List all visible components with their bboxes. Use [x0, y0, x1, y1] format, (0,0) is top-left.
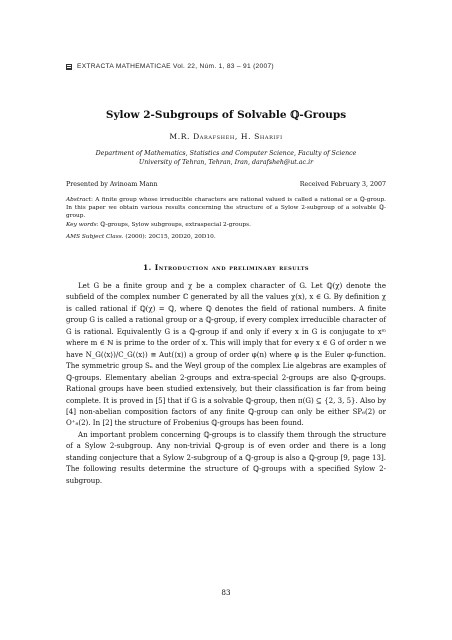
- section-heading: [0, 263, 452, 272]
- ams-text: (2000): 20C15, 20D20, 20D10.: [123, 234, 216, 240]
- ams-label: AMS Subject Class.: [66, 234, 124, 240]
- abstract-text: : A finite group whose irreducible characters are rational valued is called a rational or a ℚ-group. In this paper we obtain various results concerning the structure of a Sylow 2-subgroup of a solvable ℚ-group.: [66, 197, 386, 220]
- journal-logo-icon: [66, 64, 72, 70]
- page-number: 83: [221, 588, 231, 597]
- abstract-label: Abstract: [66, 197, 92, 203]
- keywords-label: Key words: [66, 222, 97, 228]
- paragraph-2: An important problem concerning ℚ-groups is to classify them through the structure of a Sylow 2-subgroup. Any non-trivial ℚ-group is of even order and there is a long standing conjecture that a Sylow 2-subgroup of a ℚ-group is also a ℚ-group [9, page 13]. The following results determine the structure of ℚ-groups with a specified Sylow 2-subgroup.: [66, 429, 386, 485]
- keywords-text: : ℚ-groups, Sylow subgroups, extraspecial 2-groups.: [96, 222, 251, 228]
- paper-title: Sylow 2-Subgroups of Solvable ℚ-Groups: [105, 109, 347, 121]
- abstract: [66, 196, 386, 221]
- section-number: 1.: [142, 263, 152, 272]
- section-title: Introduction and preliminary results: [154, 263, 310, 272]
- affiliation-line-1: Department of Mathematics, Statistics and Computer Science, Faculty of Science: [95, 150, 357, 157]
- keywords: [66, 221, 386, 229]
- journal-citation: EXTRACTA MATHEMATICAE Vol. 22, Núm. 1, 83 – 91 (2007): [77, 63, 274, 70]
- journal-header: [66, 63, 396, 70]
- author-affiliation: [70, 150, 382, 167]
- presented-by: Presented by Avinoam Mann: [66, 181, 158, 188]
- paper-authors: M.R. Darafsheh, H. Sharifi: [169, 132, 283, 141]
- paragraph-1: Let G be a finite group and χ be a complex character of G. Let ℚ(χ) denote the subfield of the complex number ℂ generated by all the values χ(x), x ∈ G. By definition χ is called rational if ℚ(χ) = ℚ, where ℚ denotes the field of rational numbers. A finite group G is called a rational group or a ℚ-group, if every complex irreducible character of G is rational. Equivalently G is a ℚ-group if and only if every x in G is conjugate to xᵐ where m ∈ ℕ is prime to the order of x. This will imply that for every x ∈ G of order n we have N_G(⟨x⟩)/C_G(⟨x⟩) ≅ Aut(⟨x⟩) a group of order φ(n) where φ is the Euler φ-function. The symmetric group Sₙ and the Weyl group of the complex Lie algebras are examples of ℚ-groups. Elementary abelian 2-groups and extra-special 2-groups are also ℚ-groups. Rational groups have been studied extensively, but their classification is far from being complete. It is proved in [5] that if G is a solvable ℚ-group, then π(G) ⊆ {2, 3, 5}. Also by [4] non-abelian composition factors of any finite ℚ-group can only be either SP₆(2) or O⁺₈(2). In [2] the structure of Frobenius ℚ-groups has been found.: [66, 281, 386, 428]
- submission-info: [66, 181, 386, 188]
- ams-classification: [66, 233, 386, 241]
- section-body: [66, 280, 386, 486]
- affiliation-line-2: University of Tehran, Tehran, Iran, darafsheh@ut.ac.ir: [138, 158, 314, 166]
- received-date: Received February 3, 2007: [299, 181, 386, 188]
